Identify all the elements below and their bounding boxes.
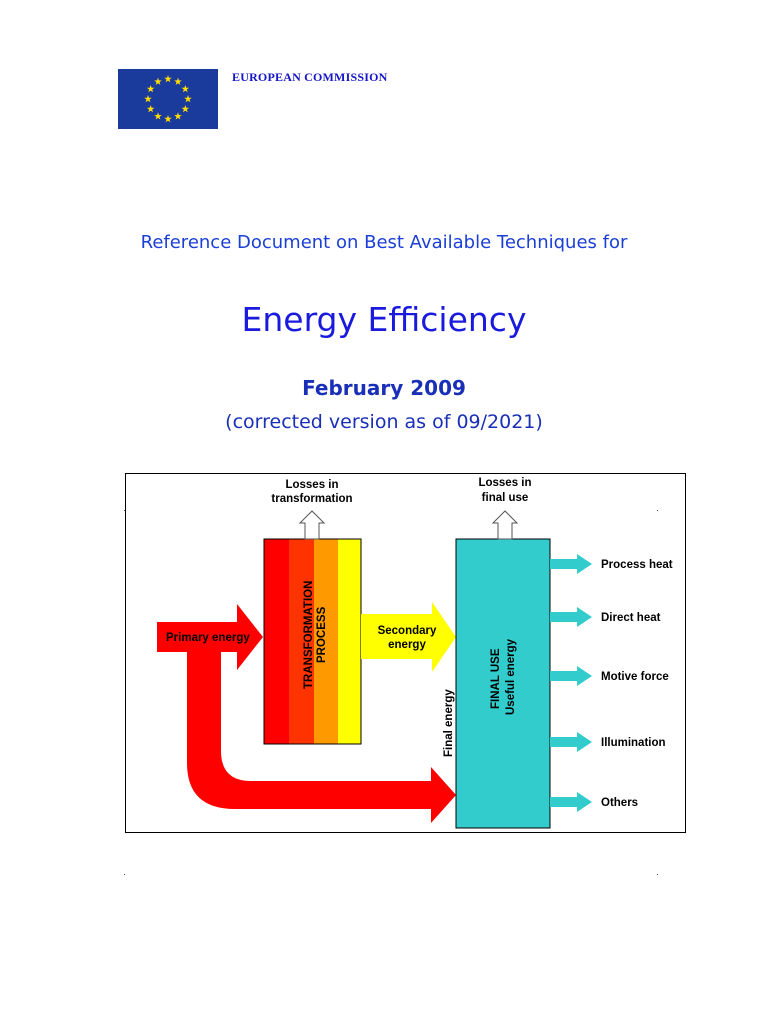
document-title: Energy Efficiency [241,300,527,339]
flag-star-icon [182,105,190,112]
eu-flag-icon [118,69,218,129]
flag-star-icon [144,95,152,102]
document-corrected-version: (corrected version as of 09/2021) [225,411,543,433]
page-mark [657,874,658,875]
secondary-energy-label-2: energy [388,639,426,651]
flag-star-icon [182,85,190,92]
final-energy-label: Final energy [443,689,455,757]
output-label: Illumination [601,737,666,749]
flag-star-icon [164,115,172,122]
losses-transformation-label-2: transformation [271,493,353,505]
page-mark [124,874,125,875]
flag-star-icon [154,112,162,119]
final-use-label-1: FINAL USE [490,648,502,709]
document-date: February 2009 [302,376,466,400]
flag-star-icon [147,105,155,112]
document-subtitle: Reference Document on Best Available Techniques for [140,232,628,253]
flag-star-icon [164,75,172,82]
primary-energy-label: Primary energy [166,632,250,644]
output-label: Motive force [601,671,669,683]
output-label: Process heat [601,559,673,571]
transformation-label-2: PROCESS [316,606,328,663]
losses-final-use-label-1: Losses in [478,477,532,489]
energy-flow-diagram [125,473,686,833]
output-label: Direct heat [601,612,661,624]
output-label: Others [601,797,639,809]
flag-star-icon [147,85,155,92]
page-mark [657,510,658,511]
secondary-energy-label-1: Secondary [377,625,437,637]
flag-star-icon [184,95,192,102]
eu-flag-stars [118,69,218,129]
page-mark [124,510,125,511]
flag-star-icon [174,112,182,119]
losses-final-use-label-2: final use [481,492,529,504]
final-use-label-2: Useful energy [505,638,517,715]
transformation-label-1: TRANSFORMATION [303,580,315,689]
flag-star-icon [154,78,162,85]
final-use-box [456,539,550,828]
flag-star-icon [174,78,182,85]
losses-transformation-label-1: Losses in [285,479,339,491]
organization-name: EUROPEAN COMMISSION [232,70,388,84]
